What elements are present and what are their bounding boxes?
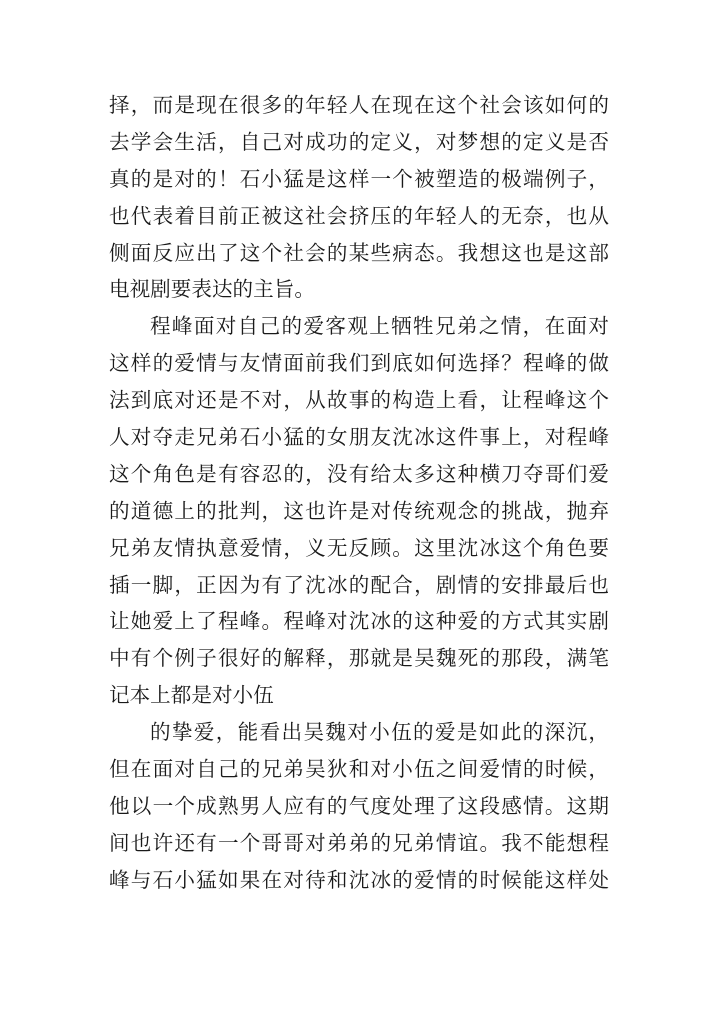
text-line: 侧面反应出了这个社会的某些病态。我想这也是这部 <box>109 240 609 265</box>
text-line: 人对夺走兄弟石小猛的女朋友沈冰这件事上，对程峰 <box>109 425 609 450</box>
text-line: 的道德上的批判，这也许是对传统观念的挑战，抛弃 <box>109 498 609 523</box>
text-line: 峰与石小猛如果在对待和沈冰的爱情的时候能这样处 <box>109 867 609 892</box>
text-line: 电视剧要表达的主旨。 <box>109 277 315 302</box>
text-line: 兄弟友情执意爱情，义无反顾。这里沈冰这个角色要 <box>109 535 609 560</box>
text-line: 真的是对的！石小猛是这样一个被塑造的极端例子， <box>109 166 609 191</box>
text-line: 也代表着目前正被这社会挤压的年轻人的无奈，也从 <box>109 203 609 228</box>
text-line: 他以一个成熟男人应有的气度处理了这段感情。这期 <box>109 793 609 818</box>
text-line: 择，而是现在很多的年轻人在现在这个社会该如何的 <box>109 93 609 117</box>
text-line: 去学会生活，自己对成功的定义，对梦想的定义是否 <box>109 129 609 154</box>
text-line: 这个角色是有容忍的，没有给太多这种横刀夺哥们爱 <box>109 461 609 486</box>
text-line: 间也许还有一个哥哥对弟弟的兄弟情谊。我不能想程 <box>109 830 609 855</box>
text-line: 让她爱上了程峰。程峰对沈冰的这种爱的方式其实剧 <box>109 609 609 634</box>
text-line: 程峰面对自己的爱客观上牺牲兄弟之情，在面对 <box>150 314 609 339</box>
text-line: 记本上都是对小伍 <box>109 683 274 708</box>
text-line: 的挚爱，能看出吴魏对小伍的爱是如此的深沉， <box>150 720 609 745</box>
text-line: 中有个例子很好的解释，那就是吴魏死的那段，满笔 <box>109 646 609 671</box>
body-text <box>109 87 609 899</box>
text-line: 法到底对还是不对，从故事的构造上看，让程峰这个 <box>109 388 609 413</box>
text-line: 但在面对自己的兄弟吴狄和对小伍之间爱情的时候， <box>109 757 609 782</box>
text-line: 这样的爱情与友情面前我们到底如何选择？程峰的做 <box>109 351 609 376</box>
text-line: 插一脚，正因为有了沈冰的配合，剧情的安排最后也 <box>109 572 609 597</box>
